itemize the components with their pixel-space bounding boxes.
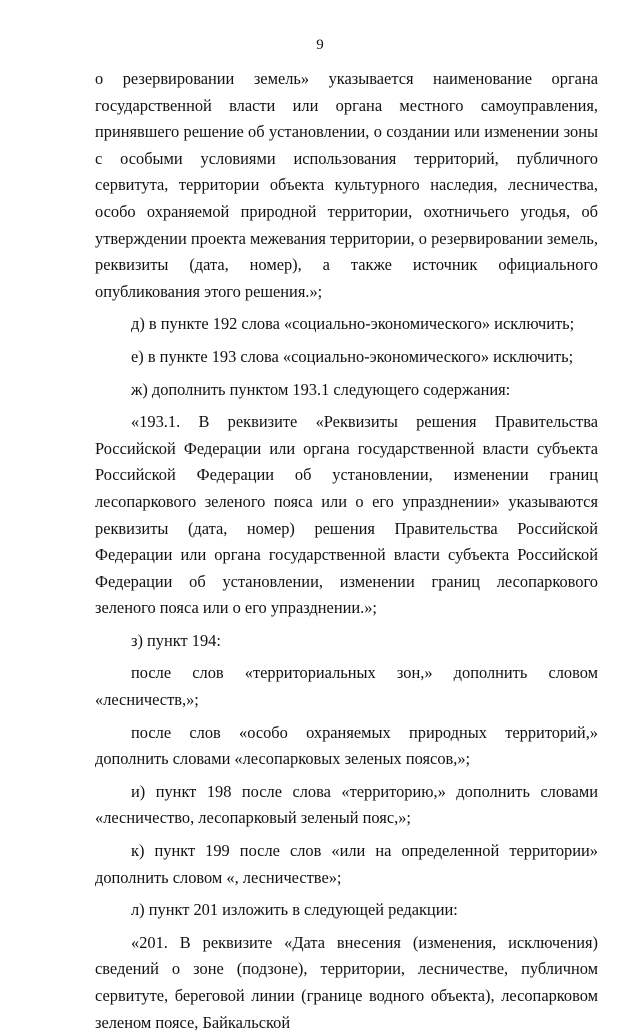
paragraph-item-k: к) пункт 199 после слов «или на определенной территории» дополнить словом «, лесничестве»; (95, 841, 598, 887)
paragraph-201: «201. В реквизите «Дата внесения (изменения, исключения) сведений о зоне (подзоне), территории, лесничестве, публичном сервитуте, береговой линии (границе водного объекта), лесопарковом зеленом поясе, Байкальской (95, 932, 598, 1032)
paragraph-item-i: и) пункт 198 после слова «территорию,» дополнить словами «лесничество, лесопарковый зеленый пояс,»; (95, 781, 598, 828)
page-number: 9 (316, 37, 324, 53)
paragraph-193-1: «193.1. В реквизите «Реквизиты решения Правительства Российской Федерации или органа государственной власти субъекта Российской Федерации об установлении, изменении границ лесопаркового зеленого пояса или о его упразднении» указываются реквизиты (дата, номер) решения Правительства Российской Федерации или органа государственной власти субъекта Российской Федерации об установлении, изменении границ лесопаркового зеленого пояса или о его упразднении.»; (95, 412, 598, 618)
paragraph-item-z: з) пункт 194: (131, 630, 221, 650)
paragraph-after-protected-areas: после слов «особо охраняемых природных территорий,» дополнить словами «лесопарковых зеленых поясов,»; (95, 722, 598, 769)
paragraph-item-zh: ж) дополнить пунктом 193.1 следующего содержания: (131, 379, 511, 399)
document-body (95, 66, 598, 1036)
paragraph-after-territorial-zones: после слов «территориальных зон,» дополнить словом «лесничеств,»; (95, 663, 598, 710)
paragraph-continuation: о резервировании земель» указывается наименование органа государственной власти или органа местного самоуправления, принявшего решение об установлении, о создании или изменении зоны с особыми условиями использования территорий, публичного сервитута, территории объекта культурного наследия, лесничества, особо охраняемой природной территории, охотничьего угодья, об утверждении проекта межевания территории, о резервировании земель, реквизиты (дата, номер), а также источник официального опубликования этого решения.»; (95, 69, 598, 301)
paragraph-item-e: е) в пункте 193 слова «социально-экономического» исключить; (131, 346, 574, 366)
paragraph-item-l: л) пункт 201 изложить в следующей редакции: (131, 900, 458, 920)
paragraph-item-d: д) в пункте 192 слова «социально-экономического» исключить; (131, 314, 575, 334)
